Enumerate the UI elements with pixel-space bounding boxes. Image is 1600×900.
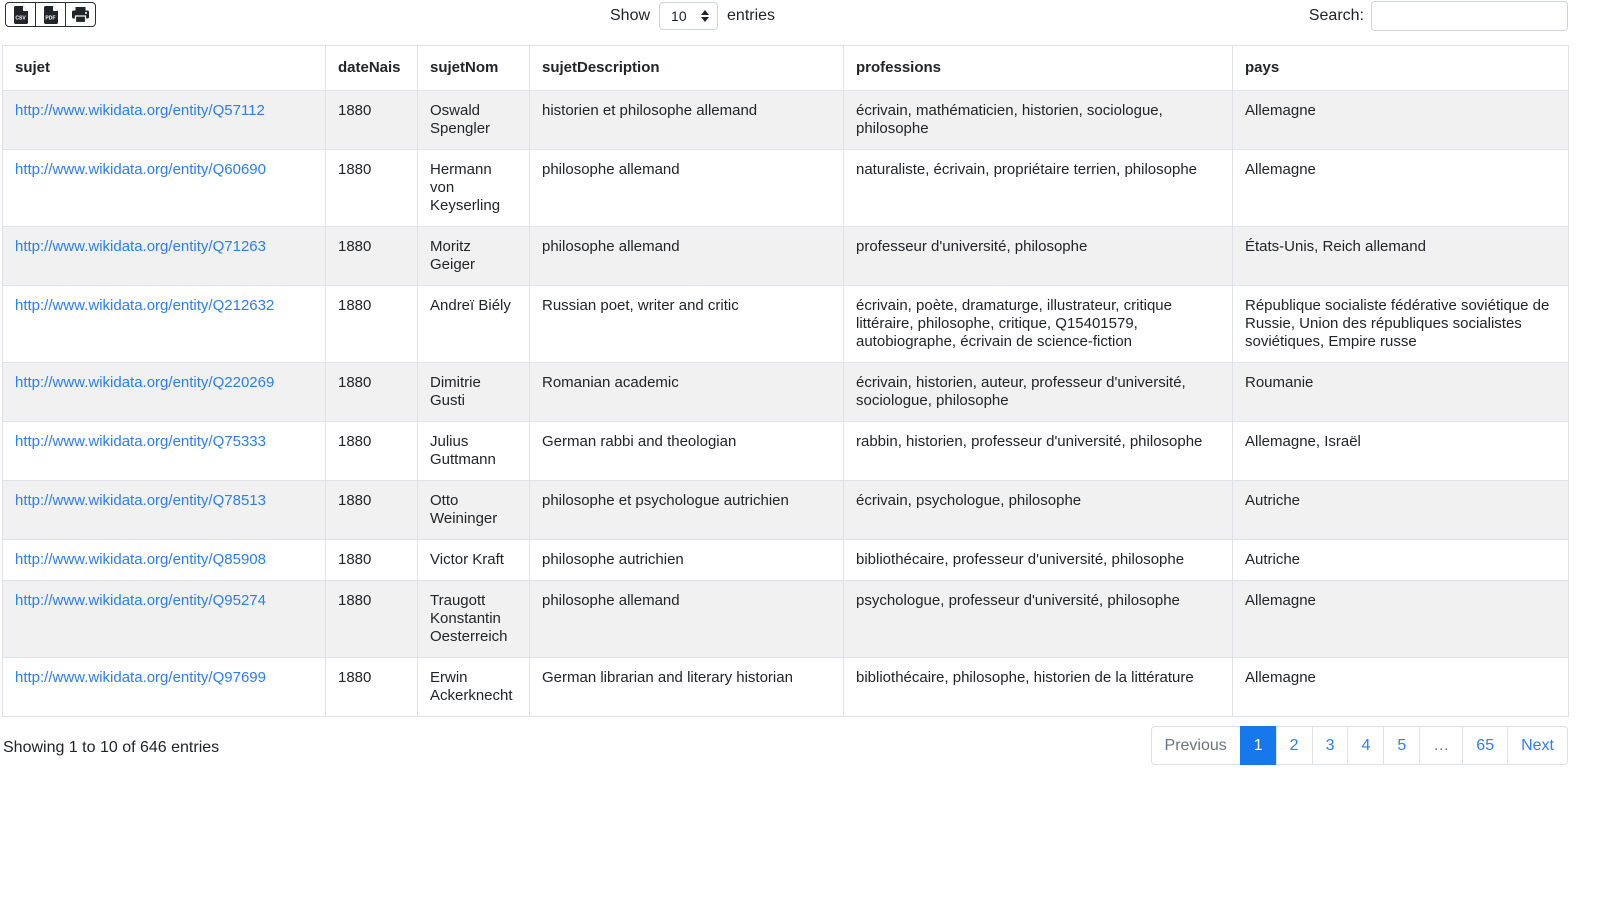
- cell-sujet: [3, 286, 326, 363]
- datatable-wrapper: [2, 0, 1568, 776]
- export-button-group: [5, 2, 96, 27]
- cell-dateNais: 1880: [326, 286, 418, 363]
- cell-pays: Allemagne, Israël: [1233, 422, 1569, 481]
- table-row: [3, 150, 1569, 227]
- cell-dateNais: 1880: [326, 422, 418, 481]
- table-row: [3, 422, 1569, 481]
- pagination: [1151, 726, 1568, 765]
- table-row: [3, 91, 1569, 150]
- table-row: [3, 286, 1569, 363]
- column-header-sujetnom[interactable]: sujetNom: [418, 46, 530, 91]
- cell-sujetNom: Moritz Geiger: [418, 227, 530, 286]
- cell-pays: Autriche: [1233, 540, 1569, 581]
- cell-sujet: [3, 363, 326, 422]
- cell-dateNais: 1880: [326, 581, 418, 658]
- cell-sujet: [3, 581, 326, 658]
- cell-professions: psychologue, professeur d'université, philosophe: [844, 581, 1233, 658]
- search-input[interactable]: [1371, 1, 1568, 31]
- table-row: [3, 581, 1569, 658]
- column-header-sujet[interactable]: sujet: [3, 46, 326, 91]
- export-pdf-button[interactable]: [35, 2, 66, 27]
- cell-pays: Allemagne: [1233, 658, 1569, 717]
- header-row: [3, 46, 1569, 91]
- column-header-datenais[interactable]: dateNais: [326, 46, 418, 91]
- page-1[interactable]: 1: [1240, 726, 1277, 765]
- csv-file-icon: [14, 6, 28, 24]
- show-label: Show: [610, 7, 651, 24]
- cell-dateNais: 1880: [326, 227, 418, 286]
- page-ellipsis: …: [1419, 726, 1463, 765]
- entity-link[interactable]: http://www.wikidata.org/entity/Q212632: [15, 297, 275, 314]
- page-65[interactable]: 65: [1462, 726, 1508, 765]
- page-5[interactable]: 5: [1383, 726, 1420, 765]
- cell-professions: écrivain, historien, auteur, professeur d'université, sociologue, philosophe: [844, 363, 1233, 422]
- select-arrows-icon: [701, 10, 709, 22]
- cell-professions: écrivain, psychologue, philosophe: [844, 481, 1233, 540]
- svg-text:PDF: PDF: [44, 15, 55, 22]
- column-header-pays[interactable]: pays: [1233, 46, 1569, 91]
- entity-link[interactable]: http://www.wikidata.org/entity/Q60690: [15, 161, 266, 178]
- cell-professions: naturaliste, écrivain, propriétaire terrien, philosophe: [844, 150, 1233, 227]
- cell-sujet: [3, 481, 326, 540]
- cell-pays: Roumanie: [1233, 363, 1569, 422]
- entity-link[interactable]: http://www.wikidata.org/entity/Q71263: [15, 238, 266, 255]
- cell-professions: professeur d'université, philosophe: [844, 227, 1233, 286]
- cell-sujetDescription: philosophe autrichien: [530, 540, 844, 581]
- cell-sujetNom: Traugott Konstantin Oesterreich: [418, 581, 530, 658]
- entity-link[interactable]: http://www.wikidata.org/entity/Q220269: [15, 374, 275, 391]
- page-3[interactable]: 3: [1312, 726, 1349, 765]
- page-length-select[interactable]: [659, 2, 718, 30]
- cell-pays: Allemagne: [1233, 91, 1569, 150]
- cell-sujetNom: Julius Guttmann: [418, 422, 530, 481]
- cell-pays: Autriche: [1233, 481, 1569, 540]
- cell-sujetDescription: Russian poet, writer and critic: [530, 286, 844, 363]
- page-length-control: [610, 2, 775, 30]
- page-next[interactable]: Next: [1507, 726, 1568, 765]
- page-length-value: 10: [671, 8, 687, 24]
- table-info: Showing 1 to 10 of 646 entries: [3, 739, 220, 756]
- cell-dateNais: 1880: [326, 540, 418, 581]
- cell-sujetDescription: Romanian academic: [530, 363, 844, 422]
- cell-pays: États-Unis, Reich allemand: [1233, 227, 1569, 286]
- cell-dateNais: 1880: [326, 481, 418, 540]
- cell-sujetNom: Dimitrie Gusti: [418, 363, 530, 422]
- cell-sujet: [3, 422, 326, 481]
- cell-sujet: [3, 658, 326, 717]
- printer-icon: [72, 7, 89, 23]
- cell-sujetDescription: German rabbi and theologian: [530, 422, 844, 481]
- cell-dateNais: 1880: [326, 658, 418, 717]
- cell-sujet: [3, 150, 326, 227]
- cell-sujetNom: Victor Kraft: [418, 540, 530, 581]
- cell-pays: Allemagne: [1233, 150, 1569, 227]
- pdf-file-icon: [44, 6, 58, 24]
- table-row: [3, 363, 1569, 422]
- table-row: [3, 540, 1569, 581]
- cell-sujet: [3, 540, 326, 581]
- entity-link[interactable]: http://www.wikidata.org/entity/Q57112: [15, 102, 265, 119]
- table-footer: [2, 726, 1568, 776]
- entity-link[interactable]: http://www.wikidata.org/entity/Q75333: [15, 433, 266, 450]
- cell-sujetNom: Andreï Biély: [418, 286, 530, 363]
- cell-sujetNom: Oswald Spengler: [418, 91, 530, 150]
- entity-link[interactable]: http://www.wikidata.org/entity/Q95274: [15, 592, 266, 609]
- page-4[interactable]: 4: [1347, 726, 1384, 765]
- cell-sujet: [3, 227, 326, 286]
- table-row: [3, 481, 1569, 540]
- cell-dateNais: 1880: [326, 363, 418, 422]
- entity-link[interactable]: http://www.wikidata.org/entity/Q97699: [15, 669, 266, 686]
- column-header-professions[interactable]: professions: [844, 46, 1233, 91]
- cell-sujetDescription: philosophe allemand: [530, 150, 844, 227]
- entries-label: entries: [727, 7, 776, 24]
- page-2[interactable]: 2: [1276, 726, 1313, 765]
- cell-professions: rabbin, historien, professeur d'université, philosophe: [844, 422, 1233, 481]
- table-row: [3, 227, 1569, 286]
- entity-link[interactable]: http://www.wikidata.org/entity/Q85908: [15, 551, 266, 568]
- cell-sujetNom: Erwin Ackerknecht: [418, 658, 530, 717]
- search-control: [1309, 1, 1568, 31]
- print-button[interactable]: [65, 2, 96, 27]
- cell-professions: bibliothécaire, professeur d'université, philosophe: [844, 540, 1233, 581]
- cell-sujetNom: Otto Weininger: [418, 481, 530, 540]
- cell-professions: bibliothécaire, philosophe, historien de la littérature: [844, 658, 1233, 717]
- cell-sujetDescription: philosophe allemand: [530, 581, 844, 658]
- cell-professions: écrivain, mathématicien, historien, sociologue, philosophe: [844, 91, 1233, 150]
- cell-sujetDescription: German librarian and literary historian: [530, 658, 844, 717]
- column-header-sujetdescription[interactable]: sujetDescription: [530, 46, 844, 91]
- cell-sujet: [3, 91, 326, 150]
- page-previous[interactable]: Previous: [1151, 726, 1241, 765]
- cell-dateNais: 1880: [326, 150, 418, 227]
- search-label: Search:: [1308, 7, 1364, 24]
- cell-dateNais: 1880: [326, 91, 418, 150]
- table-toolbar: [2, 0, 1568, 45]
- cell-sujetDescription: philosophe allemand: [530, 227, 844, 286]
- cell-sujetDescription: historien et philosophe allemand: [530, 91, 844, 150]
- results-table: [2, 45, 1569, 717]
- cell-professions: écrivain, poète, dramaturge, illustrateur, critique littéraire, philosophe, critique, Q15401579, autobiographe, écrivain de science-fiction: [844, 286, 1233, 363]
- svg-text:CSV: CSV: [14, 15, 26, 22]
- cell-sujetNom: Hermann von Keyserling: [418, 150, 530, 227]
- cell-sujetDescription: philosophe et psychologue autrichien: [530, 481, 844, 540]
- cell-pays: Allemagne: [1233, 581, 1569, 658]
- table-row: [3, 658, 1569, 717]
- entity-link[interactable]: http://www.wikidata.org/entity/Q78513: [15, 492, 266, 509]
- table-body: [3, 91, 1569, 717]
- cell-pays: République socialiste fédérative soviétique de Russie, Union des républiques socialistes soviétiques, Empire russe: [1233, 286, 1569, 363]
- export-csv-button[interactable]: [5, 2, 36, 27]
